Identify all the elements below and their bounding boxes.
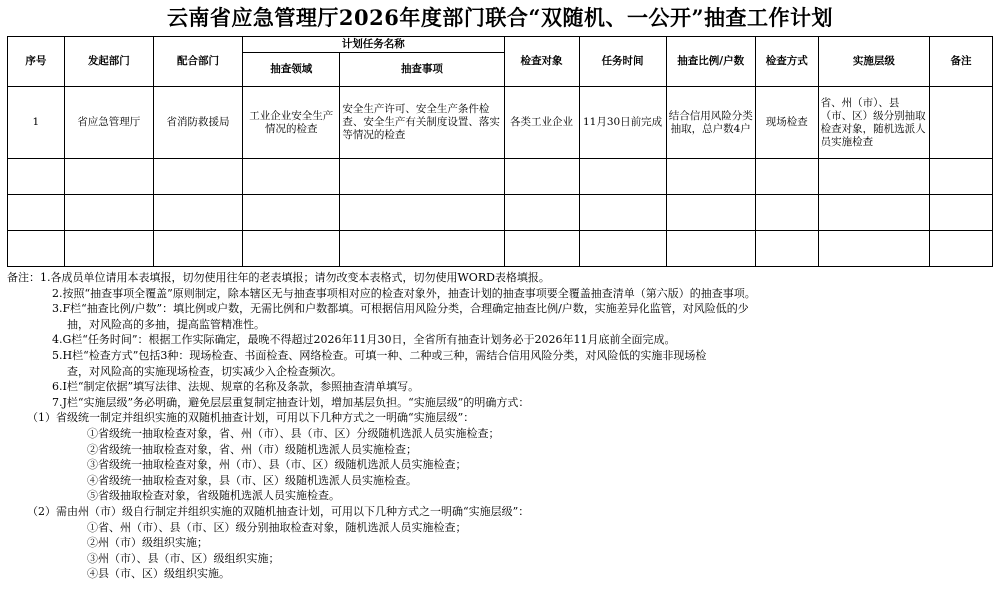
header-field: 抽查领域	[243, 53, 340, 87]
empty-cell	[666, 159, 755, 195]
note-line: （2）需由州（市）级自行制定并组织实施的双随机抽查计划，可用以下几种方式之一明确“实施层级”：	[27, 504, 530, 518]
note-line: ②省级统一抽取检查对象，省、州（市）级随机选派人员实施检查；	[87, 442, 417, 456]
note-line: 4.G栏“任务时间”：根据工作实际确定，最晚不得超过2026年11月30日，全省所有抽查计划务必于2026年11月底前全面完成。	[52, 333, 676, 347]
cell-time: 11月30日前完成	[579, 87, 666, 159]
table-row	[8, 87, 993, 159]
empty-cell	[64, 195, 153, 231]
cell-cooperator: 省消防救援局	[153, 87, 242, 159]
header-level: 实施层级	[818, 37, 929, 87]
cell-method: 现场检查	[755, 87, 818, 159]
empty-cell	[8, 159, 65, 195]
empty-cell	[153, 231, 242, 267]
empty-cell	[930, 231, 993, 267]
empty-cell	[666, 231, 755, 267]
table-row-empty	[8, 231, 993, 267]
empty-cell	[755, 195, 818, 231]
header-target: 检查对象	[504, 37, 579, 87]
empty-cell	[579, 231, 666, 267]
empty-cell	[340, 231, 504, 267]
note-line: 抽，对风险高的多抽，提高监管精准性。	[67, 317, 265, 331]
header-remark: 备注	[930, 37, 993, 87]
note-line: ③州（市）、县（市、区）级组织实施；	[87, 551, 280, 565]
cell-initiator: 省应急管理厅	[64, 87, 153, 159]
cell-item: 安全生产许可、安全生产条件检查、安全生产有关制度设置、落实等情况的检查	[340, 87, 504, 159]
empty-cell	[504, 195, 579, 231]
note-line: ④县（市、区）级组织实施。	[87, 567, 230, 581]
cell-ratio: 结合信用风险分类抽取，总户数4户	[666, 87, 755, 159]
table-row-empty	[8, 195, 993, 231]
note-line: 备注：1.各成员单位请用本表填报，切勿使用往年的老表填报；请勿改变本表格式，切勿使用WORD表格填报。	[7, 271, 550, 284]
note-line: ④省级统一抽取检查对象，县（市、区）级随机选派人员实施检查。	[87, 473, 417, 487]
empty-cell	[153, 159, 242, 195]
page-title: 云南省应急管理厅2026年度部门联合“双随机、一公开”抽查工作计划	[166, 5, 834, 30]
empty-cell	[243, 231, 340, 267]
header-seq: 序号	[8, 37, 65, 87]
note-line: ②州（市）级组织实施；	[87, 536, 208, 550]
table-row-empty	[8, 159, 993, 195]
plan-table	[7, 36, 993, 267]
empty-cell	[504, 231, 579, 267]
note-line: 6.I栏“制定依据”填写法律、法规、规章的名称及条款，参照抽查清单填写。	[52, 380, 420, 394]
empty-cell	[579, 195, 666, 231]
empty-cell	[8, 195, 65, 231]
cell-seq: 1	[8, 87, 65, 159]
note-line: （1）省级统一制定并组织实施的双随机抽查计划，可用以下几种方式之一明确“实施层级”：	[27, 411, 475, 425]
cell-target: 各类工业企业	[504, 87, 579, 159]
header-ratio: 抽查比例/户数	[666, 37, 755, 87]
cell-level: 省、州（市）、县（市、区）级分别抽取检查对象，随机选派人员实施检查	[818, 87, 929, 159]
notes-section	[7, 270, 993, 582]
empty-cell	[64, 159, 153, 195]
empty-cell	[8, 231, 65, 267]
empty-cell	[243, 195, 340, 231]
note-line: 3.F栏“抽查比例/户数”：填比例或户数，无需比例和户数都填。可根据信用风险分类，合理确定抽查比例/户数，实施差异化监管，对风险低的少	[52, 302, 749, 316]
header-item: 抽查事项	[340, 53, 504, 87]
cell-field: 工业企业安全生产情况的检查	[243, 87, 340, 159]
note-line: ①省级统一抽取检查对象，省、州（市）、县（市、区）分级随机选派人员实施检查；	[87, 426, 500, 440]
empty-cell	[243, 159, 340, 195]
empty-cell	[666, 195, 755, 231]
header-method: 检查方式	[755, 37, 818, 87]
empty-cell	[64, 231, 153, 267]
header-initiator: 发起部门	[64, 37, 153, 87]
note-line: 5.H栏“检查方式”包括3种：现场检查、书面检查、网络检查。可填一种、二种或三种，需结合信用风险分类，对风险低的实施非现场检	[52, 348, 707, 362]
empty-cell	[818, 195, 929, 231]
header-row-top	[8, 37, 993, 53]
header-cooperator: 配合部门	[153, 37, 242, 87]
empty-cell	[504, 159, 579, 195]
note-line: ⑤省级抽取检查对象，省级随机选派人员实施检查。	[87, 489, 340, 503]
note-line: ③省级统一抽取检查对象，州（市）、县（市、区）级随机选派人员实施检查；	[87, 458, 467, 472]
empty-cell	[755, 231, 818, 267]
empty-cell	[579, 159, 666, 195]
empty-cell	[818, 159, 929, 195]
note-line: 2.按照“抽查事项全覆盖”原则制定，除本辖区无与抽查事项相对应的检查对象外，抽查计划的抽查事项要全覆盖抽查清单（第六版）的抽查事项。	[52, 286, 756, 300]
empty-cell	[153, 195, 242, 231]
empty-cell	[930, 195, 993, 231]
empty-cell	[930, 159, 993, 195]
empty-cell	[340, 159, 504, 195]
empty-cell	[755, 159, 818, 195]
header-time: 任务时间	[579, 37, 666, 87]
note-line: ①省、州（市）、县（市、区）级分别抽取检查对象，随机选派人员实施检查；	[87, 520, 467, 534]
empty-cell	[340, 195, 504, 231]
note-line: 查，对风险高的实施现场检查，切实减少入企检查频次。	[67, 364, 342, 378]
empty-cell	[818, 231, 929, 267]
cell-remark	[930, 87, 993, 159]
note-line: 7.J栏“实施层级”务必明确，避免层层重复制定抽查计划，增加基层负担。“实施层级”的明确方式：	[52, 395, 530, 409]
header-plan-group: 计划任务名称	[243, 37, 504, 53]
